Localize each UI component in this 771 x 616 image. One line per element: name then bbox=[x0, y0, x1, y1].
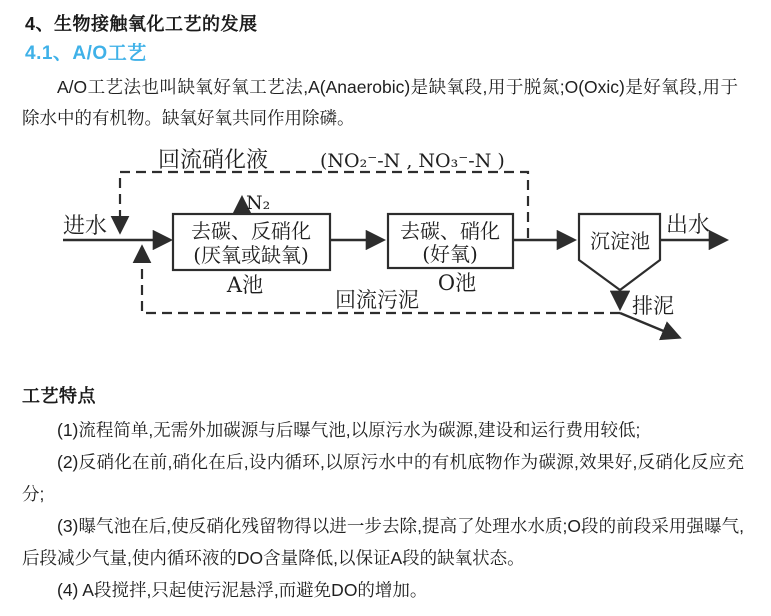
feature-item-4: (4) A段搅拌,只起使污泥悬浮,而避免DO的增加。 bbox=[57, 580, 428, 600]
ao-process-diagram-svg bbox=[0, 140, 771, 352]
feature-item-3: (3)曝气池在后,使反硝化残留物得以进一步去除,提高了处理水水质;O段的前段采用强曝气,后段减少气量,使内循环液的DO含量降低,以保证A段的缺氧状态。 bbox=[22, 516, 744, 568]
features-section bbox=[22, 382, 744, 606]
section-heading: 4、生物接触氧化工艺的发展 bbox=[25, 14, 258, 34]
subsection-heading: 4.1、A/O工艺 bbox=[25, 43, 147, 64]
n2-label: N₂ bbox=[246, 192, 271, 214]
tank-a-label-line1: 去碳、反硝化 bbox=[191, 219, 311, 243]
settling-tank-label: 沉淀池 bbox=[590, 229, 650, 253]
outflow-label: 出水 bbox=[666, 213, 711, 238]
recycle-nitrate-label: 回流硝化液 bbox=[158, 148, 269, 173]
feature-item-2: (2)反硝化在前,硝化在后,设内循环,以原污水中的有机底物作为碳源,效果好,反硝化反应充分; bbox=[22, 452, 744, 504]
intro-paragraph: A/O工艺法也叫缺氧好氧工艺法,A(Anaerobic)是缺氧段,用于脱氮;O(Oxic)是好氧段,用于除水中的有机物。缺氧好氧共同作用除磷。 bbox=[22, 77, 738, 128]
tank-a-label-line2: (厌氧或缺氧) bbox=[193, 243, 309, 267]
features-title: 工艺特点 bbox=[22, 386, 96, 406]
inflow-label: 进水 bbox=[63, 214, 108, 239]
tank-a-name: A池 bbox=[226, 273, 264, 297]
return-sludge-label: 回流污泥 bbox=[335, 288, 419, 312]
feature-item-1: (1)流程简单,无需外加碳源与后曝气池,以原污水为碳源,建设和运行费用较低; bbox=[57, 420, 641, 440]
ao-process-diagram bbox=[0, 140, 771, 352]
tank-o-label-line1: 去碳、硝化 bbox=[400, 219, 500, 243]
tank-o-label-line2: (好氧) bbox=[422, 242, 478, 266]
sludge-discharge-label: 排泥 bbox=[632, 294, 674, 318]
tank-o-name: O池 bbox=[437, 271, 477, 295]
recycle-nitrate-formula: (NO₂⁻-N , NO₃⁻-N ) bbox=[320, 150, 505, 172]
